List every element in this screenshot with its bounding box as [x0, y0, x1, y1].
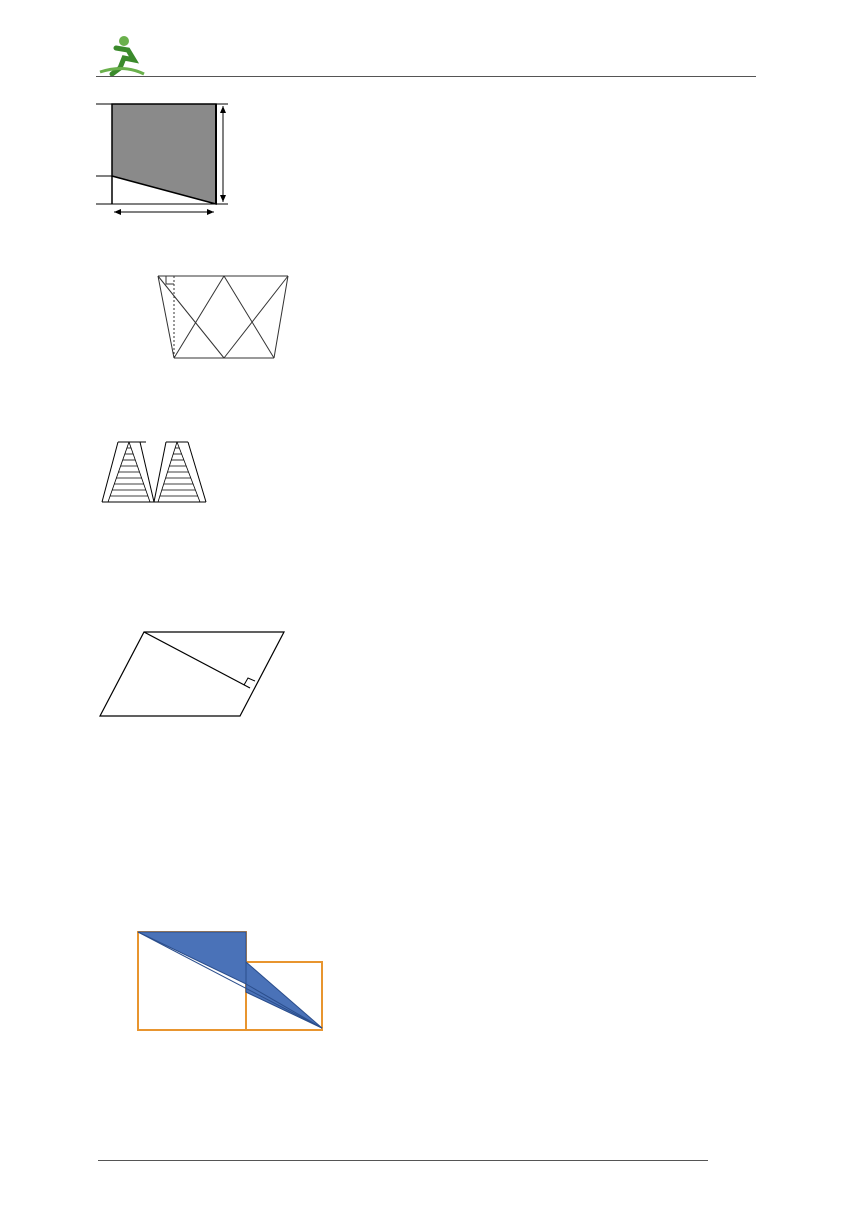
figure-17: [98, 924, 358, 1052]
footer-divider: [98, 1160, 708, 1161]
figure-15: [100, 438, 210, 506]
figure-16: [98, 608, 318, 722]
figure-13: [96, 98, 246, 230]
figure-14: [104, 268, 304, 388]
runner-icon: [100, 36, 144, 74]
header-divider: [96, 76, 756, 77]
logo: [94, 34, 264, 80]
